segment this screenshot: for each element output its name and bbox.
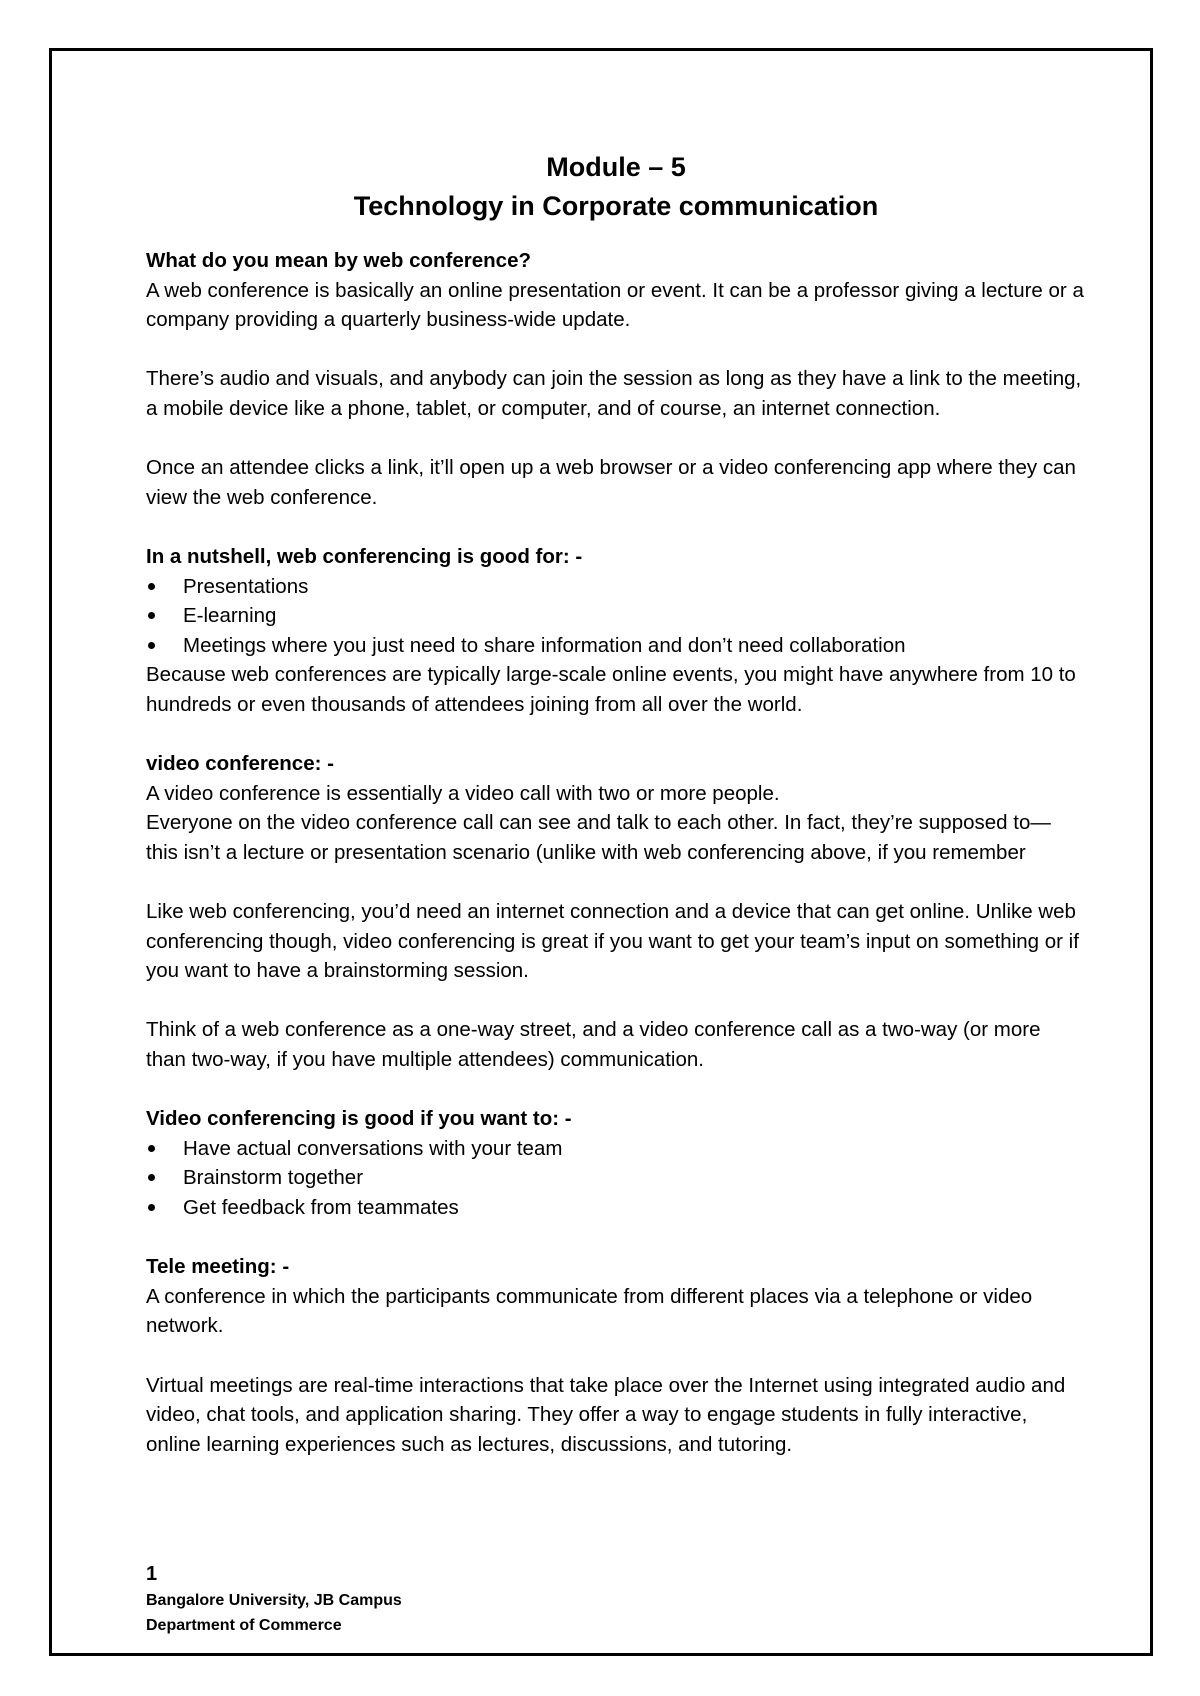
- paragraph: Like web conferencing, you’d need an internet connection and a device that can get online. Unlike web conferencing though, video conferencing is great if you want to get your team’s input on something or if you want to have a brainstorming session.: [146, 900, 1079, 983]
- heading-video-conference: video conference: -: [146, 752, 334, 776]
- paragraph: A conference in which the participants communicate from different places via a telephone or video network.: [146, 1284, 1033, 1338]
- document-title: Technology in Corporate communication: [353, 191, 879, 221]
- web-conferencing-uses-list: [146, 572, 1086, 661]
- list-item: Presentations: [146, 572, 1086, 602]
- list-item: Have actual conversations with your team: [146, 1134, 1086, 1164]
- paragraph: Because web conferences are typically large-scale online events, you might have anywhere from 10 to hundreds or even thousands of attendees joining from all over the world.: [146, 663, 1076, 716]
- paragraph: Virtual meetings are real-time interactions that take place over the Internet using integrated audio and video, chat tools, and application sharing. They offer a way to engage students in fully interactive, online learning experiences such as lectures, discussions, and tutoring.: [146, 1373, 1066, 1456]
- footer-university: Bangalore University, JB Campus: [146, 1592, 402, 1609]
- paragraph: Everyone on the video conference call can see and talk to each other. In fact, they’re supposed to— this isn’t a lecture or presentation scenario (unlike with web conferencing above, if you remember: [146, 811, 1051, 864]
- heading-video-good-for: Video conferencing is good if you want to: -: [146, 1107, 572, 1131]
- heading-nutshell: In a nutshell, web conferencing is good for: -: [146, 544, 583, 568]
- page-footer: [146, 1560, 846, 1638]
- module-title: Module – 5: [546, 152, 686, 182]
- paragraph: Think of a web conference as a one-way street, and a video conference call as a two-way (or more than two-way, if you have multiple attendees) communication.: [146, 1018, 1041, 1072]
- paragraph: A web conference is basically an online presentation or event. It can be a professor giving a lecture or a company providing a quarterly business-wide update.: [146, 278, 1084, 332]
- spacer: [146, 1223, 1086, 1253]
- list-item: Get feedback from teammates: [146, 1193, 1086, 1223]
- list-item: Meetings where you just need to share information and don’t need collaboration: [146, 631, 1086, 661]
- paragraph: There’s audio and visuals, and anybody can join the session as long as they have a link to the meeting, a mobile device like a phone, tablet, or computer, and of course, an internet connection.: [146, 367, 1082, 420]
- paragraph: Once an attendee clicks a link, it’ll open up a web browser or a video conferencing app where they can view the web conference.: [146, 456, 1076, 509]
- heading-web-conference: What do you mean by web conference?: [146, 249, 532, 272]
- heading-tele-meeting: Tele meeting: -: [146, 1255, 290, 1279]
- title-block: [146, 148, 1086, 226]
- paragraph: A video conference is essentially a video call with two or more people.: [146, 781, 780, 805]
- list-item: E-learning: [146, 601, 1086, 631]
- document-body: [146, 148, 1086, 1489]
- list-item: Brainstorm together: [146, 1163, 1086, 1193]
- footer-department: Department of Commerce: [146, 1617, 342, 1634]
- page-number: 1: [146, 1563, 158, 1585]
- video-conferencing-uses-list: [146, 1134, 1086, 1223]
